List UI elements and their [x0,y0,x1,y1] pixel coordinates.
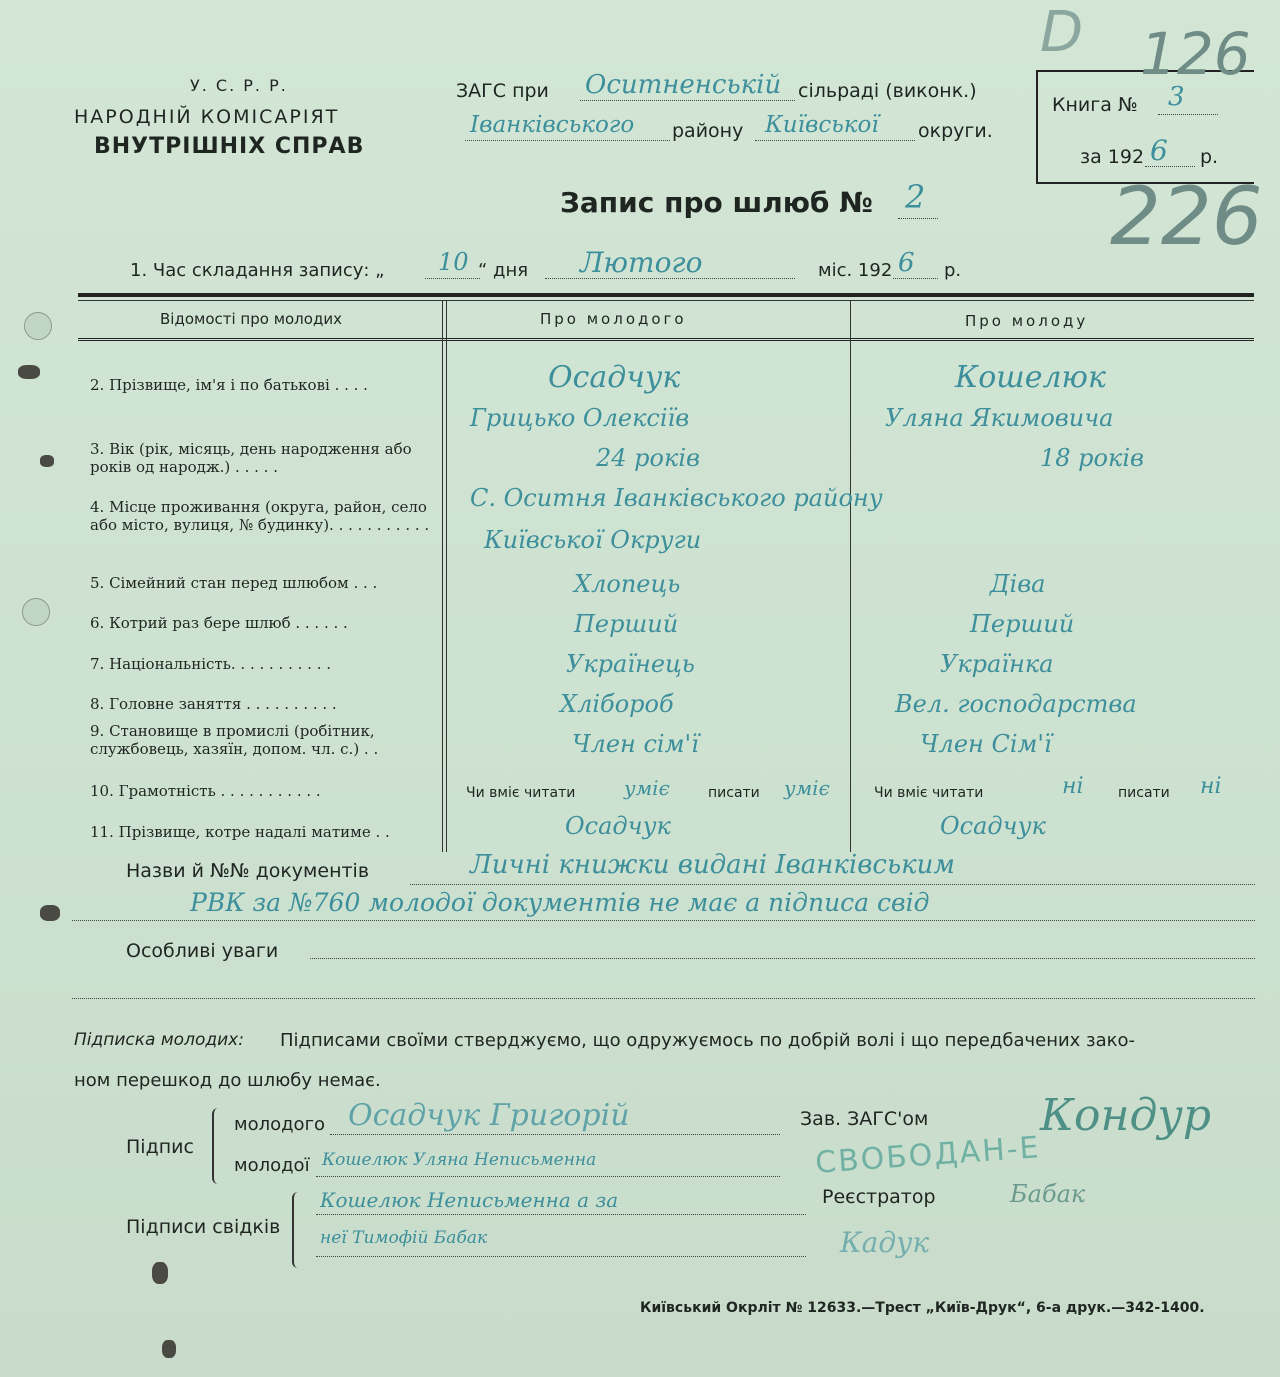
district-word: району [672,120,744,142]
head-label: Зав. ЗАГС'ом [800,1108,929,1130]
record-title: Запис про шлюб № [560,186,873,219]
bride-name: Уляна Якимовича [885,404,1114,432]
punch-hole [24,312,52,340]
witness-signature-2: неї Тимофій Бабак [320,1228,488,1248]
row-label-marriage-count: 6. Котрий раз бере шлюб . . . . . . [90,614,348,632]
record-day: 10 [438,248,469,276]
okrug-word: округи. [918,120,993,142]
witness-brace [292,1192,304,1268]
groom-occupation: Хлібороб [560,690,674,718]
row-label-status: 9. Становище в промислі (робітник, службовець, хазяїн, допом. чл. с.) . . [90,722,379,758]
bride-future-surname: Осадчук [940,812,1046,840]
record-time-label: 1. Час складання запису: „ [130,260,385,281]
groom-future-surname: Осадчук [565,812,671,840]
bride-occupation: Вел. господарства [895,690,1137,718]
row-label-nationality: 7. Національність. . . . . . . . . . . [90,655,332,673]
witness-signature-1: Кошелюк Неписьменна а за [320,1188,619,1212]
row-label-residence: 4. Місце проживання (округа, район, село або місто, вулиця, № будинку). . . . . . . . . . . [90,498,430,534]
col-header-groom: Про молодого [540,310,687,328]
row-label-literacy: 10. Грамотність . . . . . . . . . . . [90,782,321,800]
ink-stain [162,1340,176,1358]
bride-sign-label: молодої [234,1155,310,1176]
row-label-future-surname: 11. Прізвище, котре надалі матиме . . [90,823,390,841]
book-year-pre: за 192 [1080,146,1145,168]
groom-read-value: уміє [624,776,670,800]
groom-status: Член сім'ї [572,730,699,758]
groom-sign-label: молодого [234,1114,326,1135]
bride-surname: Кошелюк [955,360,1106,395]
stamp-text: СВОБОДАН-Е [814,1130,1042,1181]
bride-read-value: ні [1062,774,1084,799]
registrar-label: Реєстратор [822,1186,936,1208]
book-year-post: р. [1200,146,1219,168]
book-number: 3 [1168,82,1185,112]
col-header-info: Відомості про молодих [160,310,342,328]
remarks-label: Особливі уваги [126,940,279,962]
okrug-handwritten: Київської [765,112,879,138]
groom-nationality: Українець [566,650,695,678]
org-commissariat: НАРОДНІЙ КОМІСАРІЯТ [74,106,340,128]
book-label: Книга № [1052,94,1138,116]
zags-post: сільраді (виконк.) [798,80,977,102]
bride-write-value: ні [1200,774,1222,799]
sign-brace [212,1108,224,1184]
witness-label: Підписи свідків [126,1216,281,1238]
book-year-digit: 6 [1150,134,1168,167]
bride-write-label: писати [1118,785,1170,801]
documents-line1: Личні книжки видані Іванківським [470,850,955,880]
pencil-number-big: 226 [1110,170,1263,263]
declaration-text-1: Підписами своїми стверджуємо, що одружуємось по добрій волі і що передбачених зако- [280,1030,1136,1051]
documents-label: Назви й №№ документів [126,860,370,882]
groom-write-label: писати [708,785,760,801]
org-ussr: У. С. Р. Р. [190,76,288,95]
footer-imprint: Київський Окрліт № 12633.—Трест „Київ-Друк“, 6-а друк.—342-1400. [640,1300,1205,1316]
witness-signature-3: Кадук [840,1226,930,1259]
zags-pre: ЗАГС при [456,80,549,102]
groom-read-label: Чи вміє читати [466,785,576,801]
zags-village: Оситненській [585,70,782,100]
org-internal-affairs: ВНУТРІШНІХ СПРАВ [94,134,365,159]
table-top-rule [78,293,1254,297]
groom-residence-2: Київської Округи [484,526,702,554]
groom-age: 24 років [596,444,700,472]
bride-age: 18 років [1040,444,1144,472]
record-month: Лютого [580,246,703,279]
ink-stain [18,365,40,379]
groom-write-value: уміє [784,776,830,800]
bride-nationality: Українка [940,650,1054,678]
pencil-mark-d: D [1040,0,1084,65]
district-handwritten: Іванківського [470,112,635,138]
head-signature: Кондур [1040,1090,1212,1141]
row-label-age: 3. Вік (рік, місяць, день народження або років од народж.) . . . . . [90,440,412,476]
record-year-digit: 6 [898,248,915,278]
groom-marriage-count: Перший [574,610,679,638]
ink-stain [40,455,54,467]
col-header-bride: Про молоду [965,312,1089,330]
row-label-name: 2. Прізвище, ім'я і по батькові . . . . [90,376,368,394]
bride-status: Член Сім'ї [920,730,1052,758]
record-number: 2 [905,178,926,216]
punch-hole [22,598,50,626]
groom-signature: Осадчук Григорій [348,1098,630,1133]
bride-marriage-count: Перший [970,610,1075,638]
ink-stain [152,1262,168,1284]
declaration-prefix: Підписка молодих: [74,1030,244,1050]
row-label-occupation: 8. Головне заняття . . . . . . . . . . [90,695,337,713]
bride-read-label: Чи вміє читати [874,785,984,801]
groom-name: Грицько Олексіїв [470,404,690,432]
record-year-post: р. [944,260,962,281]
bride-family-status: Діва [990,570,1046,598]
bride-signature: Кошелюк Уляна Неписьменна [322,1150,597,1170]
groom-surname: Осадчук [548,360,681,395]
row-label-family-status: 5. Сімейний стан перед шлюбом . . . [90,574,378,592]
pencil-number-top: 126 [1140,20,1251,88]
record-month-word: міс. 192 [818,260,893,281]
groom-family-status: Хлопець [574,570,681,598]
declaration-text-2: ном перешкод до шлюбу немає. [74,1070,381,1091]
groom-residence-1: С. Оситня Іванківського району [470,484,883,512]
ink-stain [40,905,60,921]
documents-line2: РВК за №760 молодої документів не має а підписа свід [190,888,930,917]
record-day-word: “ дня [478,260,529,281]
sign-label: Підпис [126,1136,194,1158]
registrar-signature: Бабак [1010,1180,1086,1208]
